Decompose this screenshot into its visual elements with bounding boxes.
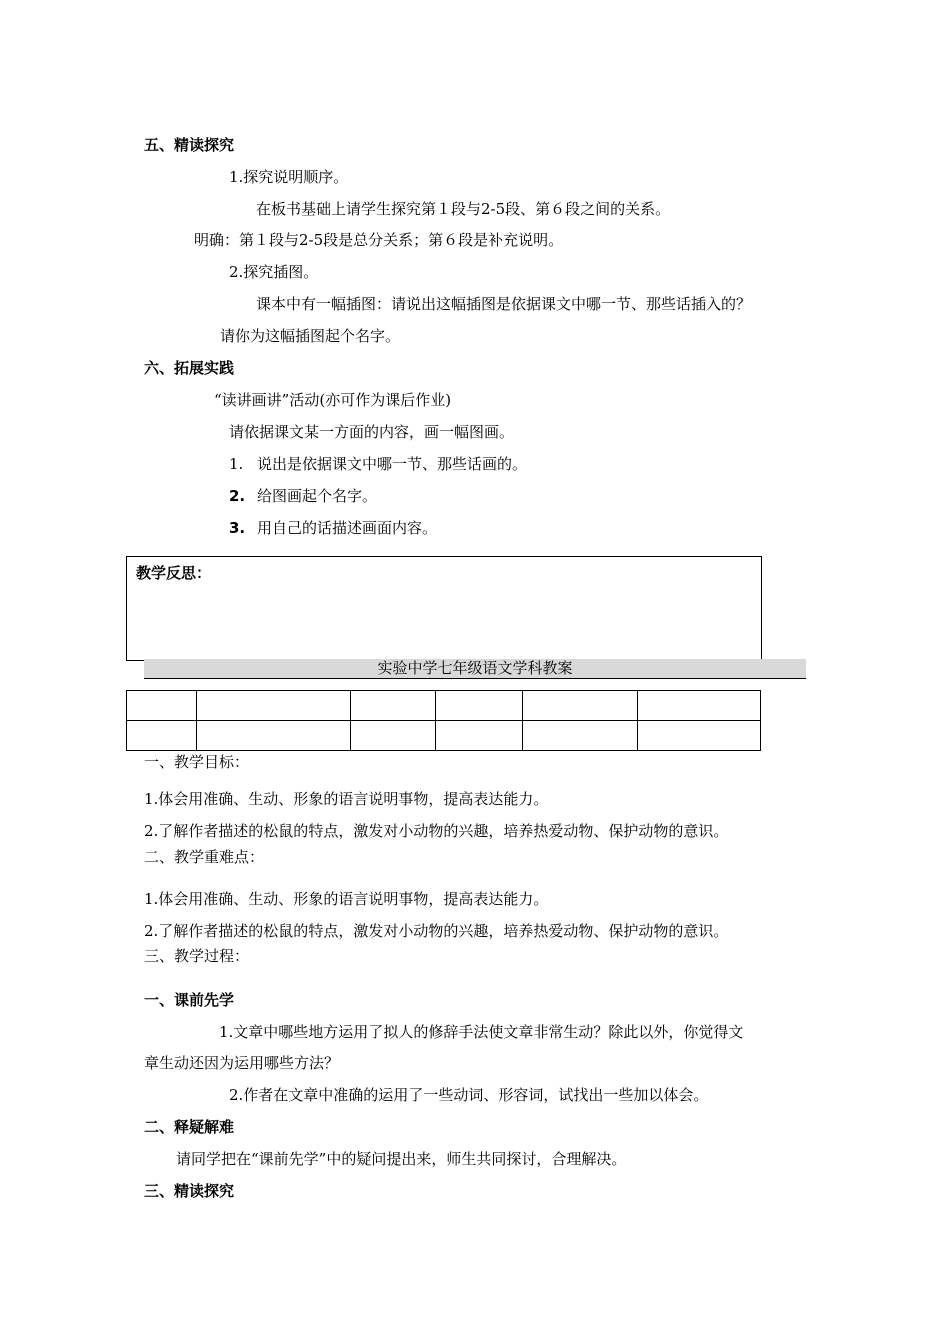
table-cell	[127, 691, 197, 721]
list-text: 用自己的话描述画面内容。	[257, 519, 438, 537]
s6-activity: “读讲画讲”活动(亦可作为课后作业)	[214, 391, 452, 409]
s5-item-2: 2.探究插图。	[229, 263, 319, 281]
s6-list-item	[229, 454, 528, 474]
goals-heading: 一、教学目标：	[144, 753, 250, 771]
reflection-box	[126, 556, 762, 661]
table-cell	[638, 721, 761, 751]
list-number: 3.	[229, 519, 246, 537]
table-cell	[436, 691, 523, 721]
table-cell	[350, 691, 436, 721]
table-cell	[350, 721, 436, 751]
list-number: 2.	[229, 487, 246, 505]
s5-item-1: 1.探究说明顺序。	[229, 168, 349, 186]
table-cell	[196, 721, 350, 751]
goal-1: 1.体会用准确、生动、形象的语言说明事物，提高表达能力。	[144, 790, 549, 808]
list-number: 1.	[229, 455, 244, 473]
table-cell	[196, 691, 350, 721]
process-step-2-text: 请同学把在“课前先学”中的疑问提出来，师生共同探讨，合理解决。	[176, 1150, 627, 1168]
list-text: 给图画起个名字。	[257, 487, 378, 505]
s5-item-1-detail: 在板书基础上请学生探究第１段与2-5段、第６段之间的关系。	[256, 200, 671, 218]
table-cell	[638, 691, 761, 721]
s6-list-item	[229, 518, 438, 538]
process-step-2-heading: 二、释疑解难	[144, 1118, 235, 1136]
process-step-1-item-2: 2.作者在文章中准确的运用了一些动词、形容词，试找出一些加以体会。	[229, 1086, 709, 1104]
s6-instruction: 请依据课文某一方面的内容，画一幅图画。	[229, 423, 515, 441]
table-cell	[523, 721, 638, 751]
reflection-title: 教学反思：	[136, 564, 212, 582]
table-row	[127, 691, 761, 721]
process-step-3-heading: 三、精读探究	[144, 1182, 235, 1200]
key-point-1: 1.体会用准确、生动、形象的语言说明事物，提高表达能力。	[144, 890, 549, 908]
info-table	[126, 690, 761, 751]
section-heading-six: 六、拓展实践	[144, 359, 235, 377]
list-text: 说出是依据课文中哪一节、那些话画的。	[257, 455, 528, 473]
key-point-2: 2.了解作者描述的松鼠的特点，激发对小动物的兴趣，培养热爱动物、保护动物的意识。	[144, 922, 729, 940]
document-banner: 实验中学七年级语文学科教案	[144, 659, 806, 679]
table-row	[127, 721, 761, 751]
process-heading: 三、教学过程：	[144, 947, 250, 965]
s5-item-2-detail-2: 请你为这幅插图起个名字。	[220, 327, 401, 345]
s5-item-1-answer: 明确：第１段与2-5段是总分关系；第６段是补充说明。	[194, 231, 564, 249]
table-cell	[436, 721, 523, 751]
process-step-1-heading: 一、课前先学	[144, 991, 235, 1009]
s6-list-item	[229, 486, 378, 506]
s5-item-2-detail: 课本中有一幅插图：请说出这幅插图是依据课文中哪一节、那些话插入的？	[256, 295, 752, 313]
table-cell	[127, 721, 197, 751]
process-step-1-item-1: 1.文章中哪些地方运用了拟人的修辞手法使文章非常生动？除此以外，你觉得文	[219, 1023, 744, 1041]
goal-2: 2.了解作者描述的松鼠的特点，激发对小动物的兴趣，培养热爱动物、保护动物的意识。	[144, 822, 729, 840]
section-heading-five: 五、精读探究	[144, 136, 235, 154]
table-cell	[523, 691, 638, 721]
process-step-1-item-1-cont: 章生动还因为运用哪些方法？	[144, 1054, 340, 1072]
key-points-heading: 二、教学重难点：	[144, 848, 265, 866]
